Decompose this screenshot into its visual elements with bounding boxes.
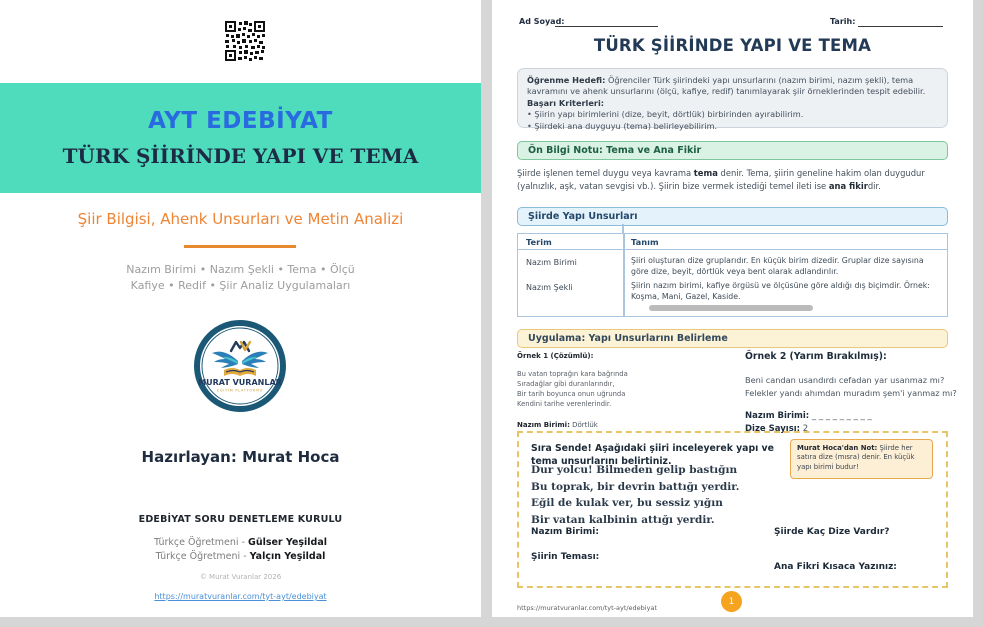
practice-section-header: Uygulama: Yapı Unsurlarını Belirleme bbox=[517, 329, 948, 348]
example-1-title: Örnek 1 (Çözümlü): bbox=[517, 352, 594, 360]
topics-line-2: Kafiye • Redif • Şiir Analiz Uygulamaları bbox=[130, 279, 351, 292]
table-row-term: Nazım Birimi bbox=[526, 258, 577, 267]
table-header-row bbox=[518, 234, 947, 250]
cover-page bbox=[0, 0, 481, 617]
board-member-row: Türkçe Öğretmeni - Gülser Yeşildal bbox=[153, 537, 328, 548]
website-link[interactable]: https://muratvuranlar.com/tyt-ayt/edebiyat bbox=[154, 592, 327, 601]
topics-list bbox=[0, 262, 481, 294]
board-members bbox=[0, 536, 481, 564]
worksheet-page bbox=[492, 0, 973, 617]
criteria-item: • Şiirin yapı birimlerini (dize, beyit, dörtlük) birbirinden ayırabilirim. bbox=[527, 109, 804, 120]
activity-poem: Dur yolcu! Bilmeden gelip bastığın Bu toprak, bir devrin battığı yerdir. Eğil de kulak ver, bu sessiz yığın Bir vatan kalbinin attığı yerdir. bbox=[531, 464, 740, 526]
orange-divider bbox=[184, 245, 296, 248]
table-header-term: Terim bbox=[526, 237, 552, 247]
criteria-label: Başarı Kriterleri: bbox=[527, 97, 605, 108]
activity-box bbox=[517, 431, 948, 588]
board-member-row: Türkçe Öğretmeni - Yalçın Yeşildal bbox=[155, 551, 326, 562]
terms-table bbox=[517, 233, 948, 317]
topics-line-1: Nazım Birimi • Nazım Şekli • Tema • Ölçü bbox=[126, 263, 355, 276]
brand-logo bbox=[194, 320, 286, 412]
topic-title: TÜRK ŞİİRİNDE YAPI VE TEMA bbox=[62, 144, 419, 168]
cover-banner bbox=[0, 83, 481, 193]
date-label: Tarih: bbox=[830, 17, 856, 26]
logo-tagline-text: EĞİTİM PLATFORMU bbox=[216, 388, 264, 393]
example-1-answer: Nazım Birimi: Dörtlük bbox=[517, 421, 598, 429]
redacted-bar bbox=[649, 305, 813, 311]
date-blank-line bbox=[858, 25, 943, 27]
question-nazim-birimi: Nazım Birimi: bbox=[531, 527, 599, 537]
example-2-poem: Beni candan usandırdı cefadan yar usanmaz mı? Felekler yandı ahımdan muradım şem'i yanmaz mı? bbox=[745, 375, 957, 398]
course-title: AYT EDEBİYAT bbox=[148, 108, 333, 134]
intro-paragraph: Şiirde işlenen temel duygu veya kavrama tema denir. Tema, şiirin geneline hakim olan duygudur (yalnızlık, aşk, vatan sevgisi vb.). Şiirin bize vermek istediği temel ileti ise ana fikirdir. bbox=[517, 168, 925, 191]
example-1 bbox=[517, 352, 727, 429]
footer-link[interactable]: https://muratvuranlar.com/tyt-ayt/edebiyat bbox=[517, 604, 657, 612]
example-1-poem: Bu vatan toprağın kara bağrında Sıradağlar gibi duranlarındır, Bir tarih boyunca onun uğrunda Kendini tarihe verenlerindir. bbox=[517, 370, 628, 408]
structure-section-header: Şiirde Yapı Unsurları bbox=[517, 207, 948, 226]
teacher-note-card: Murat Hoca'dan Not: Şiirde her satıra dize (mısra) denir. En küçük yapı birimi budur! bbox=[790, 439, 933, 479]
nazim-birimi-blank: Nazım Birimi: _ _ _ _ _ _ _ _ _ bbox=[745, 411, 872, 421]
qr-code-icon bbox=[224, 20, 266, 62]
table-row-term: Nazım Şekli bbox=[526, 283, 573, 292]
learning-objectives-box bbox=[517, 68, 948, 131]
prior-knowledge-header: Ön Bilgi Notu: Tema ve Ana Fikir bbox=[517, 141, 948, 160]
dize-sayisi-value: Dize Sayısı: 2 bbox=[745, 424, 809, 434]
example-2 bbox=[745, 351, 955, 436]
worksheet-title: TÜRK ŞİİRİNDE YAPI VE TEMA bbox=[593, 36, 872, 55]
activity-prompt: Sıra Sende! Aşağıdaki şiiri inceleyerek yapı ve tema unsurlarını belirtiniz. bbox=[531, 443, 774, 467]
copyright-line: © Murat Vuranlar 2026 bbox=[199, 573, 282, 581]
page-number-badge: 1 bbox=[721, 591, 742, 612]
criteria-item: • Şiirdeki ana duyguyu (tema) belirleyebilirim. bbox=[527, 120, 718, 131]
author-line: Hazırlayan: Murat Hoca bbox=[141, 448, 340, 466]
logo-name-text: MURAT VURANLAR bbox=[198, 378, 282, 387]
board-title: EDEBİYAT SORU DENETLEME KURULU bbox=[138, 514, 343, 525]
table-row-definition: Şiirin nazım birimi, kafiye örgüsü ve ölçüsüne göre aldığı dış biçimdir. Örnek: Koşma, Mani, Gazel, Kaside. bbox=[631, 281, 930, 301]
question-dize-sayisi: Şiirde Kaç Dize Vardır? bbox=[774, 527, 890, 537]
name-blank-line bbox=[555, 25, 658, 27]
name-label: Ad Soyad: bbox=[519, 17, 565, 26]
goal-line: Öğrenme Hedefi: Öğrenciler Türk şiirindeki yapı unsurlarını (nazım birimi, nazım şekli), tema kavramını ve ahenk unsurlarını (ölçü, kafiye, redif) tanımlayarak şiir örneklerinden tespit edebilir. bbox=[527, 75, 926, 97]
example-2-title: Örnek 2 (Yarım Bırakılmış): bbox=[745, 351, 887, 362]
question-tema: Şiirin Teması: bbox=[531, 552, 600, 562]
cover-subtitle: Şiir Bilgisi, Ahenk Unsurları ve Metin Analizi bbox=[77, 210, 404, 228]
table-row-definition: Şiiri oluşturan dize gruplarıdır. En küçük birim dizedir. Gruplar dize sayısına göre dize, beyit, dörtlük veya bent olarak adlandırılır. bbox=[631, 256, 924, 276]
question-ana-fikir: Ana Fikri Kısaca Yazınız: bbox=[774, 562, 897, 572]
table-header-definition: Tanım bbox=[631, 237, 659, 247]
